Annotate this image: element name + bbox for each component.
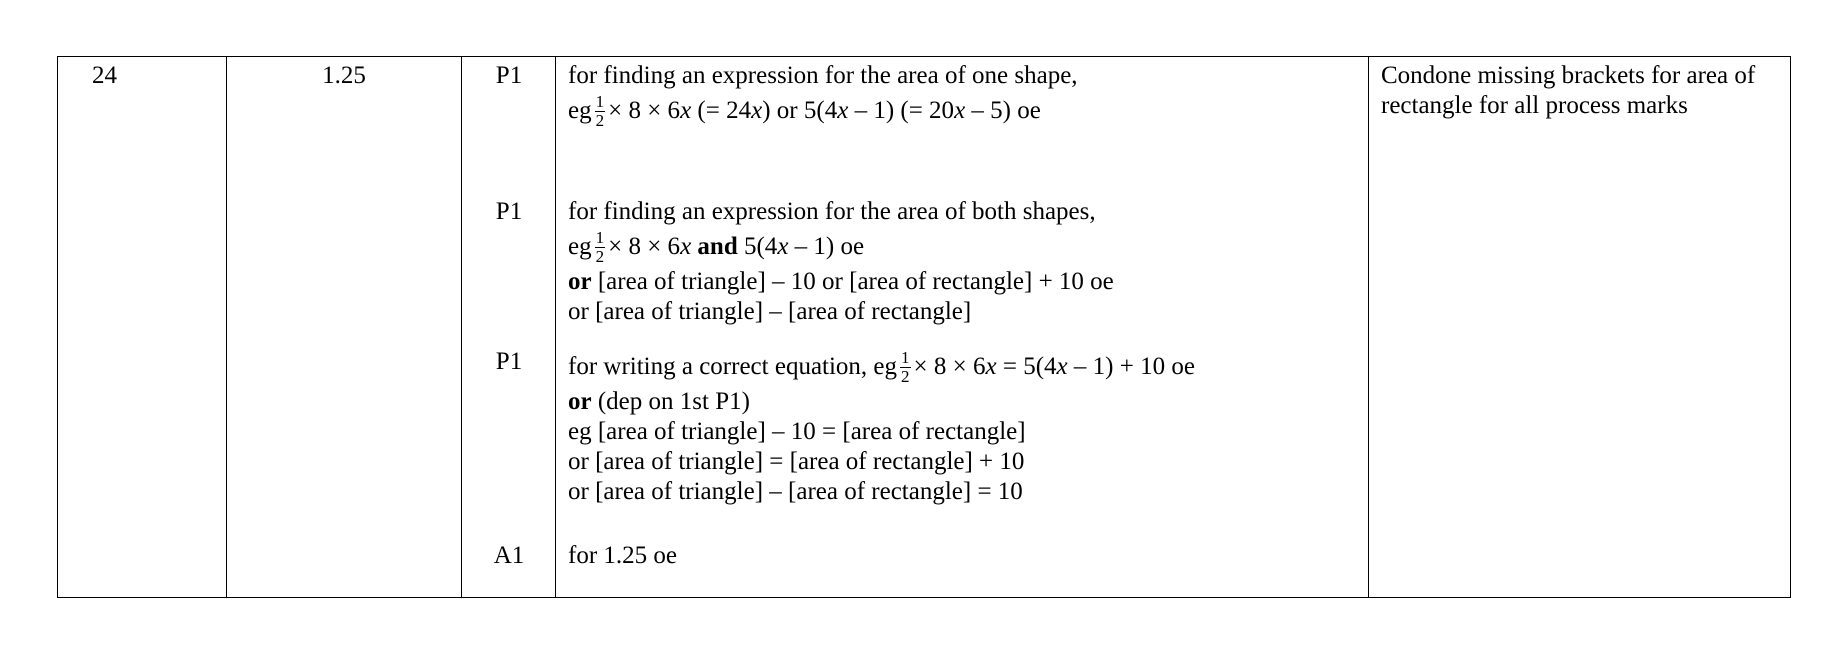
marks-cell <box>462 57 556 598</box>
notes-text: Condone missing brackets for area of rectangle for all process marks <box>1381 62 1756 119</box>
guidance-line: or [area of triangle] – [area of rectangle] <box>568 298 972 325</box>
question-number-cell <box>58 57 227 598</box>
guidance-line: eg [area of triangle] – 10 = [area of rectangle] <box>568 418 1026 445</box>
guidance-line: for 1.25 oe <box>568 542 677 569</box>
notes-cell <box>1369 57 1791 598</box>
answer-cell <box>227 57 462 598</box>
answer-value: 1.25 <box>322 62 366 89</box>
fraction-denominator: 2 <box>595 246 605 266</box>
fraction <box>595 229 606 266</box>
table-row <box>58 57 1791 598</box>
mark-code-1: P1 <box>495 62 523 89</box>
guidance-cell <box>556 57 1369 598</box>
guidance-block-3 <box>568 347 1360 507</box>
fraction <box>595 93 606 130</box>
fraction-numerator: 1 <box>595 227 605 247</box>
guidance-block-2 <box>568 197 1360 327</box>
guidance-line: or [area of triangle] = [area of rectangle] + 10 <box>568 448 1025 475</box>
guidance-line <box>568 227 1360 267</box>
guidance-line: or [area of triangle] – 10 or [area of rectangle] + 10 oe <box>568 268 1114 295</box>
guidance-line: or (dep on 1st P1) <box>568 388 750 415</box>
mark-code-2: P1 <box>495 198 523 225</box>
fraction <box>900 349 911 386</box>
expression: × 8 × 6x (= 24x) or 5(4x – 1) (= 20x – 5) oe <box>608 97 1041 124</box>
fraction-numerator: 1 <box>595 91 605 111</box>
guidance-line <box>568 91 1360 131</box>
guidance-line <box>568 347 1360 387</box>
mark-scheme-table <box>57 56 1791 598</box>
text-eg: eg <box>568 233 592 260</box>
question-number: 24 <box>92 62 117 89</box>
guidance-block-4 <box>568 541 1360 571</box>
text-eg: eg <box>568 97 592 124</box>
equation-intro: for writing a correct equation, eg <box>568 353 898 380</box>
mark-code-4: A1 <box>493 542 525 569</box>
guidance-block-1 <box>568 61 1360 131</box>
fraction-numerator: 1 <box>901 347 910 367</box>
guidance-line: for finding an expression for the area of one shape, <box>568 62 1078 89</box>
expression: × 8 × 6x and 5(4x – 1) oe <box>608 233 865 260</box>
expression: × 8 × 6x = 5(4x – 1) + 10 oe <box>913 353 1195 380</box>
fraction-denominator: 2 <box>595 110 605 130</box>
guidance-line: for finding an expression for the area of both shapes, <box>568 198 1096 225</box>
mark-code-3: P1 <box>495 348 523 375</box>
fraction-denominator: 2 <box>901 366 910 386</box>
guidance-line: or [area of triangle] – [area of rectangle] = 10 <box>568 478 1023 505</box>
